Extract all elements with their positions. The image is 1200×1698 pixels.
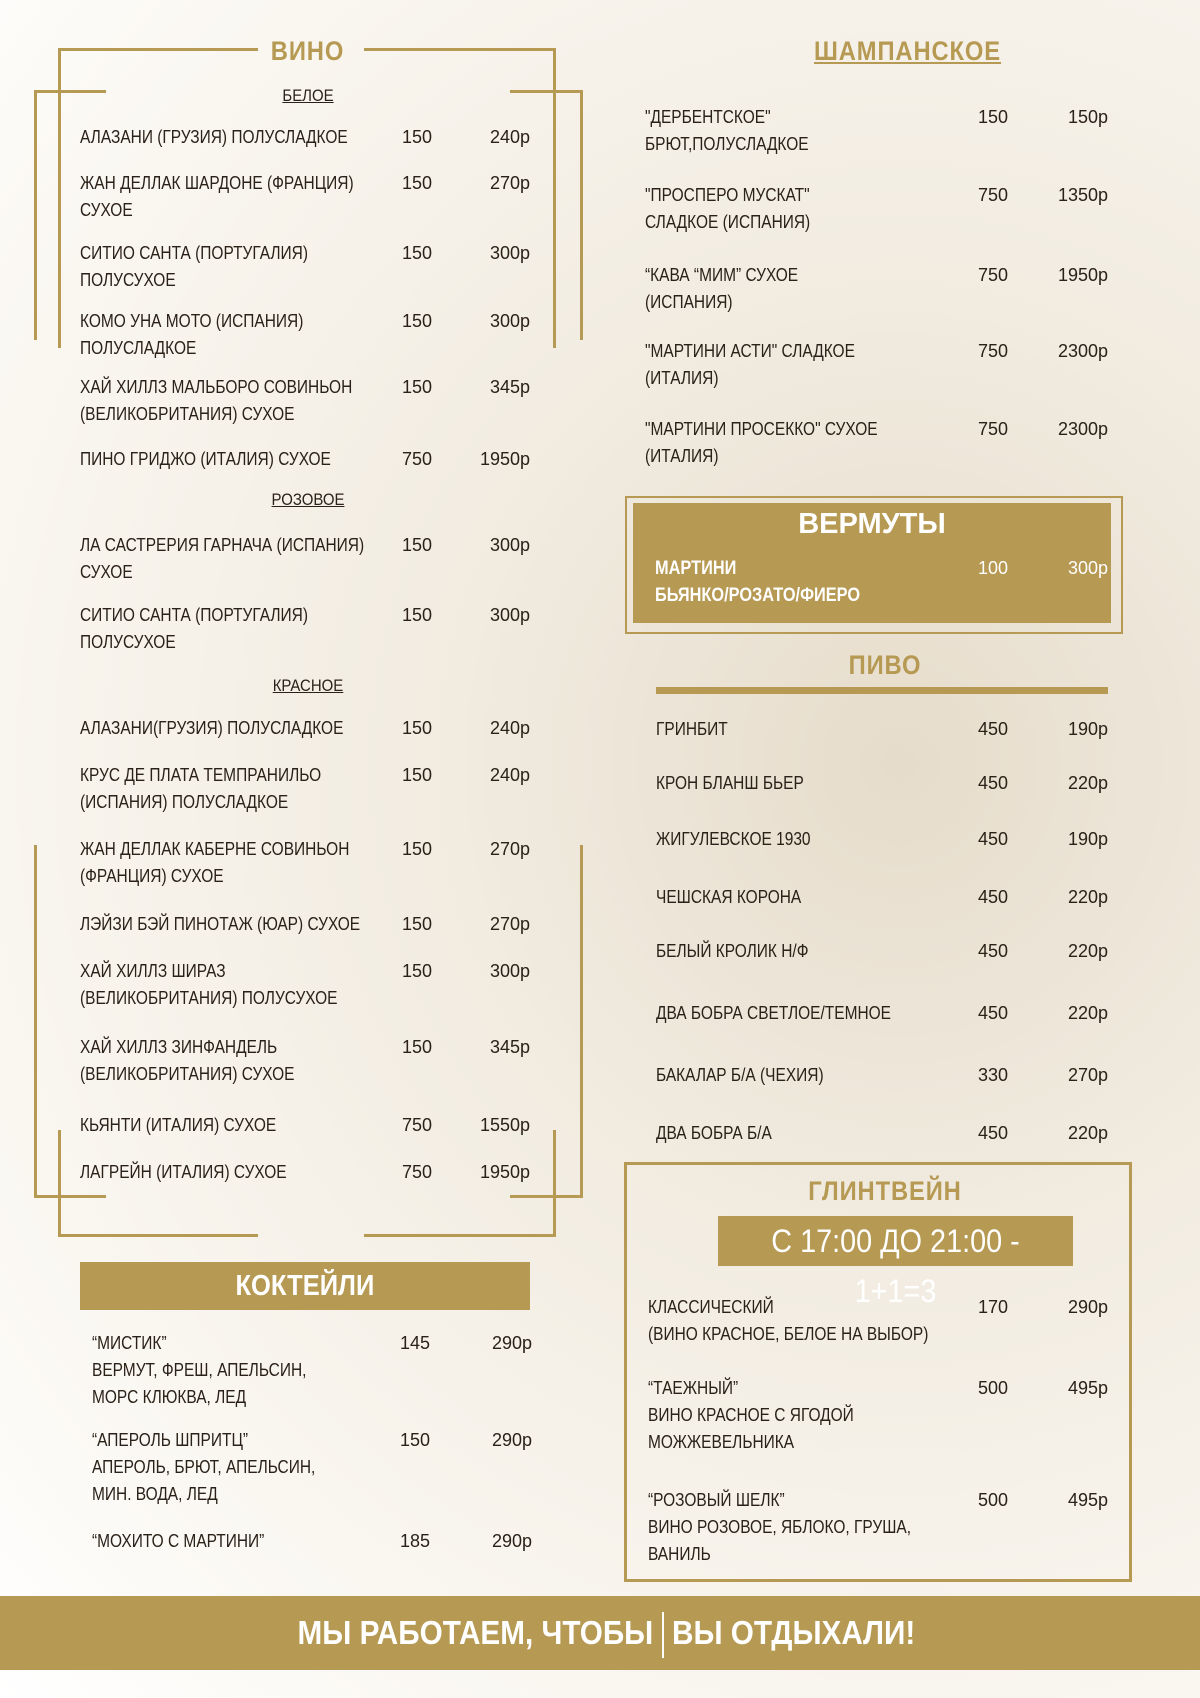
red-wine-subhead: КРАСНОЕ <box>272 676 344 695</box>
item-volume: 450 <box>977 719 1008 739</box>
cocktails-title-bar <box>80 1262 530 1310</box>
item-volume: 500 <box>977 1490 1008 1510</box>
item-name: КЛАССИЧЕСКИЙ (ВИНО КРАСНОЕ, БЕЛОЕ НА ВЫБОР) <box>648 1297 929 1344</box>
item-price: 1350р <box>1057 185 1108 205</box>
item-volume: 150 <box>401 914 432 934</box>
item-price: 220р <box>1067 1123 1108 1143</box>
item-price: 1950р <box>479 1162 530 1182</box>
item-name: “АПЕРОЛЬ ШПРИТЦ” АПЕРОЛЬ, БРЮТ, АПЕЛЬСИН, МИН. ВОДА, ЛЕД <box>92 1430 316 1504</box>
item-name: БЕЛЫЙ КРОЛИК Н/Ф <box>656 941 809 961</box>
mulled-wine-promo: С 17:00 ДО 21:00 - 1+1=3 <box>771 1223 1020 1309</box>
item-name: ЛА САСТРЕРИЯ ГАРНАЧА (ИСПАНИЯ) СУХОЕ <box>80 535 365 582</box>
item-name: "МАРТИНИ ПРОСЕККО" СУХОЕ (ИТАЛИЯ) <box>645 419 878 466</box>
item-volume: 150 <box>401 127 432 147</box>
footer-slogan-right: ВЫ ОТДЫХАЛИ! <box>671 1614 915 1651</box>
item-name: ХАЙ ХИЛЛЗ МАЛЬБОРО СОВИНЬОН (ВЕЛИКОБРИТАНИЯ) СУХОЕ <box>80 377 353 424</box>
item-volume: 150 <box>399 1430 430 1450</box>
item-volume: 170 <box>977 1297 1008 1317</box>
item-price: 270р <box>489 914 530 934</box>
item-name: “ТАЕЖНЫЙ” ВИНО КРАСНОЕ С ЯГОДОЙ МОЖЖЕВЕЛЬНИКА <box>648 1378 854 1452</box>
item-volume: 750 <box>977 265 1008 285</box>
item-name: ДВА БОБРА СВЕТЛОЕ/ТЕМНОЕ <box>656 1003 892 1023</box>
champagne-title: ШАМПАНСКОЕ <box>813 36 1001 66</box>
beer-divider <box>656 687 1108 694</box>
item-volume: 500 <box>977 1378 1008 1398</box>
item-name: "ДЕРБЕНТСКОЕ" БРЮТ,ПОЛУСЛАДКОЕ <box>645 107 809 154</box>
item-name: АЛАЗАНИ(ГРУЗИЯ) ПОЛУСЛАДКОЕ <box>80 718 344 738</box>
item-name: “МОХИТО С МАРТИНИ” <box>92 1531 265 1551</box>
item-name: ЖИГУЛЕВСКОЕ 1930 <box>656 829 811 849</box>
item-price: 190р <box>1067 719 1108 739</box>
item-volume: 150 <box>401 1037 432 1057</box>
item-name: "МАРТИНИ АСТИ" СЛАДКОЕ (ИТАЛИЯ) <box>645 341 855 388</box>
footer-divider <box>662 1612 664 1658</box>
item-price: 240р <box>489 127 530 147</box>
item-name: ЛАГРЕЙН (ИТАЛИЯ) СУХОЕ <box>80 1162 287 1182</box>
item-price: 220р <box>1067 941 1108 961</box>
item-price: 240р <box>489 718 530 738</box>
footer-slogan-left: МЫ РАБОТАЕМ, ЧТОБЫ <box>297 1614 654 1651</box>
item-price: 270р <box>489 839 530 859</box>
vermouth-item-name: МАРТИНИ БЬЯНКО/РОЗАТО/ФИЕРО <box>655 558 861 606</box>
item-volume: 150 <box>401 535 432 555</box>
item-name: “КАВА “МИМ” СУХОЕ (ИСПАНИЯ) <box>645 265 799 312</box>
item-name: ПИНО ГРИДЖО (ИТАЛИЯ) СУХОЕ <box>80 449 331 469</box>
item-name: ДВА БОБРА Б/А <box>656 1123 772 1143</box>
item-name: ГРИНБИТ <box>656 719 728 739</box>
item-name: ЧЕШСКАЯ КОРОНА <box>656 887 802 907</box>
item-price: 300р <box>489 535 530 555</box>
item-volume: 330 <box>977 1065 1008 1085</box>
item-name: КРОН БЛАНШ БЬЕР <box>656 773 804 793</box>
item-volume: 750 <box>977 185 1008 205</box>
item-price: 220р <box>1067 887 1108 907</box>
item-volume: 150 <box>401 605 432 625</box>
item-price: 290р <box>491 1531 532 1551</box>
item-price: 220р <box>1067 773 1108 793</box>
item-name: КЬЯНТИ (ИТАЛИЯ) СУХОЕ <box>80 1115 277 1135</box>
item-volume: 150 <box>401 718 432 738</box>
item-name: “РОЗОВЫЙ ШЕЛК” ВИНО РОЗОВОЕ, ЯБЛОКО, ГРУША, ВАНИЛЬ <box>648 1490 912 1564</box>
item-name: ЖАН ДЕЛЛАК ШАРДОНЕ (ФРАНЦИЯ) СУХОЕ <box>80 173 354 220</box>
item-volume: 150 <box>401 311 432 331</box>
item-volume: 750 <box>977 419 1008 439</box>
item-name: СИТИО САНТА (ПОРТУГАЛИЯ) ПОЛУСУХОЕ <box>80 243 309 290</box>
item-volume: 450 <box>977 773 1008 793</box>
item-name: АЛАЗАНИ (ГРУЗИЯ) ПОЛУСЛАДКОЕ <box>80 127 348 147</box>
rose-wine-subhead: РОЗОВОЕ <box>271 490 345 509</box>
item-volume: 450 <box>977 829 1008 849</box>
item-name: ЖАН ДЕЛЛАК КАБЕРНЕ СОВИНЬОН (ФРАНЦИЯ) СУХОЕ <box>80 839 350 886</box>
item-price: 2300р <box>1057 419 1108 439</box>
item-price: 300р <box>489 961 530 981</box>
item-volume: 750 <box>401 1162 432 1182</box>
item-name: ЛЭЙЗИ БЭЙ ПИНОТАЖ (ЮАР) СУХОЕ <box>80 914 361 934</box>
item-volume: 150 <box>401 377 432 397</box>
mulled-wine-promo-bar <box>718 1216 1073 1309</box>
item-volume: 145 <box>399 1333 430 1353</box>
item-volume: 150 <box>401 765 432 785</box>
item-name: КОМО УНА МОТО (ИСПАНИЯ) ПОЛУСЛАДКОЕ <box>80 311 304 358</box>
item-volume: 150 <box>977 107 1008 127</box>
item-name: “МИСТИК” ВЕРМУТ, ФРЕШ, АПЕЛЬСИН, МОРС КЛЮКВА, ЛЕД <box>92 1333 307 1407</box>
white-wine-subhead: БЕЛОЕ <box>282 86 334 105</box>
item-price: 290р <box>491 1333 532 1353</box>
item-volume: 750 <box>401 449 432 469</box>
item-price: 270р <box>1067 1065 1108 1085</box>
item-price: 1950р <box>479 449 530 469</box>
item-volume: 185 <box>399 1531 430 1551</box>
beer-title: ПИВО <box>848 650 922 680</box>
item-price: 190р <box>1067 829 1108 849</box>
item-volume: 450 <box>977 1003 1008 1023</box>
cocktails-title: КОКТЕЙЛИ <box>235 1270 375 1302</box>
vermouth-title: ВЕРМУТЫ <box>798 508 946 540</box>
item-volume: 450 <box>977 887 1008 907</box>
item-price: 290р <box>491 1430 532 1450</box>
item-volume: 150 <box>401 173 432 193</box>
item-price: 345р <box>489 377 530 397</box>
item-name: "ПРОСПЕРО МУСКАТ" СЛАДКОЕ (ИСПАНИЯ) <box>645 185 811 232</box>
item-price: 1550р <box>479 1115 530 1135</box>
item-name: ХАЙ ХИЛЛЗ ШИРАЗ (ВЕЛИКОБРИТАНИЯ) ПОЛУСУХОЕ <box>80 961 338 1008</box>
item-price: 270р <box>489 173 530 193</box>
item-name: СИТИО САНТА (ПОРТУГАЛИЯ) ПОЛУСУХОЕ <box>80 605 309 652</box>
item-name: БАКАЛАР Б/А (ЧЕХИЯ) <box>656 1065 824 1085</box>
mulled-wine-title: ГЛИНТВЕЙН <box>808 1176 962 1206</box>
item-price: 1950р <box>1057 265 1108 285</box>
vermouth-item-volume: 100 <box>977 558 1008 578</box>
item-volume: 150 <box>401 243 432 263</box>
item-price: 495р <box>1067 1490 1108 1510</box>
item-price: 300р <box>489 605 530 625</box>
item-price: 300р <box>489 311 530 331</box>
item-volume: 750 <box>977 341 1008 361</box>
item-name: КРУС ДЕ ПЛАТА ТЕМПРАНИЛЬО (ИСПАНИЯ) ПОЛУСЛАДКОЕ <box>80 765 322 812</box>
item-price: 150р <box>1067 107 1108 127</box>
footer-bar <box>0 1596 1200 1670</box>
item-price: 220р <box>1067 1003 1108 1023</box>
item-volume: 750 <box>401 1115 432 1135</box>
vermouth-item-price: 300р <box>1067 558 1108 578</box>
item-volume: 450 <box>977 941 1008 961</box>
item-price: 300р <box>489 243 530 263</box>
item-volume: 450 <box>977 1123 1008 1143</box>
item-name: ХАЙ ХИЛЛЗ ЗИНФАНДЕЛЬ (ВЕЛИКОБРИТАНИЯ) СУХОЕ <box>80 1037 295 1084</box>
item-volume: 150 <box>401 961 432 981</box>
item-price: 345р <box>489 1037 530 1057</box>
item-volume: 150 <box>401 839 432 859</box>
item-price: 2300р <box>1057 341 1108 361</box>
item-price: 290р <box>1067 1297 1108 1317</box>
wine-title: ВИНО <box>270 36 345 66</box>
item-price: 495р <box>1067 1378 1108 1398</box>
item-price: 240р <box>489 765 530 785</box>
